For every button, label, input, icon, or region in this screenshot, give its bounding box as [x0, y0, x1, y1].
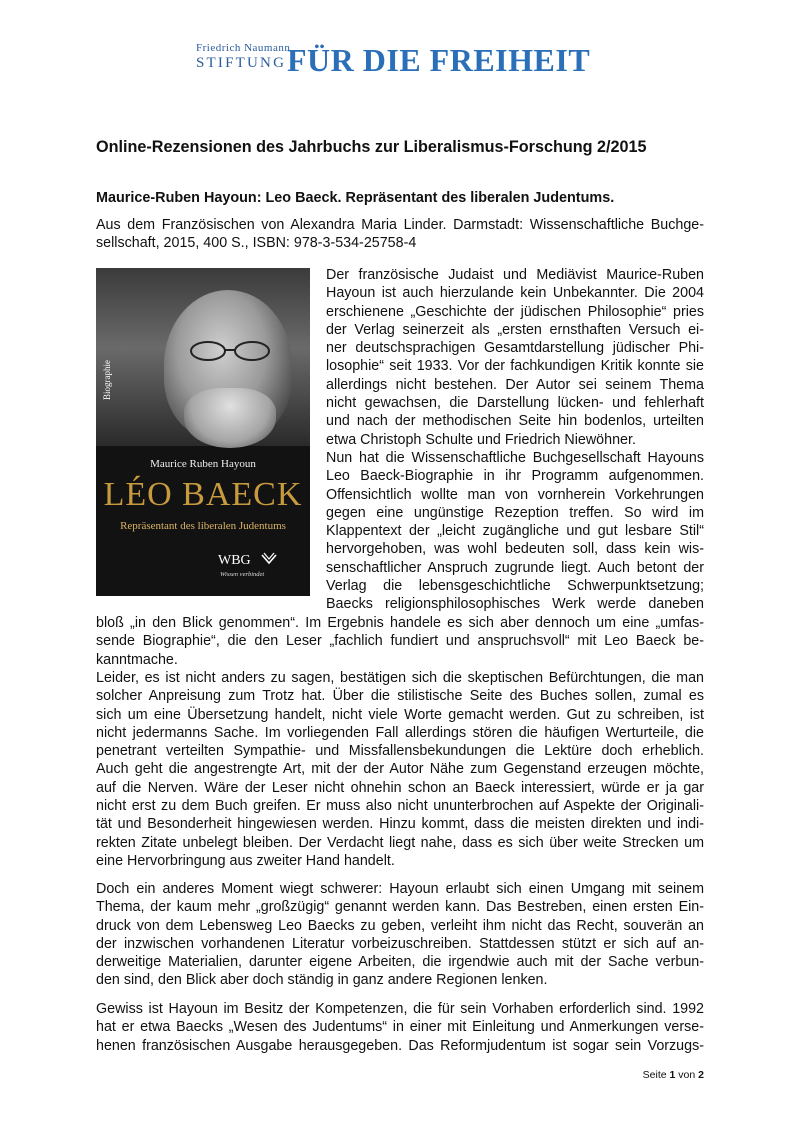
text-line: nicht gewachsen, die Darstellung lücken- und fehlerhaft: [326, 395, 704, 412]
logo-slogan: FÜR DIE FREIHEIT: [287, 42, 591, 78]
text-line: ner deutschsprachigen Gesamtdarstellung jüdischer Phi-: [326, 340, 704, 357]
biblio-line: sellschaft, 2015, 400 S., ISBN: 978-3-534-25758-4: [96, 235, 417, 252]
publisher-mark-icon: [261, 552, 277, 566]
cover-spine-label: Biographie: [102, 360, 112, 400]
text-line: sende Biographie“, die den Leser „fachlich fundiert und anspruchsvoll“ mit Leo Baeck be-: [96, 633, 704, 650]
text-line: sich um eine Übersetzung handelt, nicht viele Worte gemacht werden. Gut zu schreiben, ist: [96, 706, 704, 723]
text-line: rekten Zitate unbelegt bleiben. Der Verdacht liegt nahe, dass es sich über weite Strecken um: [96, 834, 704, 851]
text-line: Leo Baeck-Biographie in ihr Programm aufgenommen.: [326, 468, 704, 485]
text-line: losophie“ seit 1933. Vor der fachkundigen Kritik konnte sie: [326, 358, 704, 375]
text-line: hat er etwa Baecks „Wesen des Judentums“ in einer mit Einleitung und Anmerkungen verse-: [96, 1019, 704, 1036]
text-line: Gewiss ist Hayoun im Besitz der Kompetenzen, die für sein Vorhaben erforderlich sind. 1992: [96, 1001, 704, 1017]
paragraph-3: [96, 669, 704, 870]
text-line: eine Hervorbringung aus zweiter Hand handelt.: [96, 852, 395, 869]
text-line: derweitige Materialien, darunter eigene Arbeiten, die irgendwie auch mit der Sache verbun-: [96, 954, 704, 971]
paragraph-2-wide: [96, 614, 704, 669]
logo-line-1: Friedrich Naumann: [196, 42, 291, 54]
paragraph-1: [326, 266, 704, 449]
book-cover-image: [96, 268, 310, 596]
document-title: Online-Rezensionen des Jahrbuchs zur Liberalismus-Forschung 2/2015: [96, 138, 647, 156]
logo-line-2: STIFTUNG: [196, 55, 287, 71]
cover-subtitle: Repräsentant des liberalen Judentums: [120, 520, 286, 532]
current-page: 1: [669, 1069, 676, 1081]
portrait-glasses: [186, 340, 276, 362]
text-line: der Verlag seinerzeit als „ersten ernsthaften Versuch ei-: [326, 321, 704, 338]
cover-publisher: WBG: [218, 553, 251, 568]
text-line: allerdings nicht bestehen. Der Autor sei seinem Thema: [326, 376, 704, 393]
cover-author: Maurice Ruben Hayoun: [150, 458, 256, 470]
foundation-logo: [196, 42, 616, 82]
paragraph-4: [96, 880, 704, 990]
page-label: Seite: [642, 1069, 667, 1081]
text-line: senschaftlicher Anspruch zugrunde liegt. Auch betont der: [326, 559, 704, 576]
text-line: tät und Besonderheit hingewiesen werden. Hinzu kommt, dass die meisten direkten und indi-: [96, 816, 704, 833]
text-line: erschienene „Geschichte der jüdischen Philosophie“ pries: [326, 303, 704, 320]
text-line: Nun hat die Wissenschaftliche Buchgesellschaft Hayouns: [326, 450, 704, 466]
text-line: Hayoun ist auch hierzulande kein Unbekannter. Die 2004: [326, 285, 704, 302]
text-line: kanntmache.: [96, 651, 178, 668]
cover-portrait: [96, 268, 310, 446]
bibliographic-info: [96, 216, 704, 253]
biblio-line: Aus dem Französischen von Alexandra Maria Linder. Darmstadt: Wissenschaftliche Buchge-: [96, 217, 704, 233]
text-line: etwa Christoph Schulte und Friedrich Niewöhner.: [326, 431, 636, 448]
text-line: Klappentext der „leicht zugängliche und gut lesbare Stil“: [326, 523, 704, 540]
page-separator: von: [678, 1069, 696, 1081]
text-line: penetrant verteilten Sympathie- und Missfallensbekundungen die Lektüre doch erheblich.: [96, 743, 704, 760]
portrait-beard: [184, 388, 276, 448]
text-line: auf die Nerven. Wäre der Leser nicht ohnehin schon an Baeck interessiert, würde er ja gar: [96, 779, 704, 796]
text-line: bloß „in den Blick genommen“. Im Ergebnis handele es sich aber dennoch um eine „umfas-: [96, 615, 704, 631]
text-line: hervorgehoben, was wohl bedeuten soll, dass kein wis-: [326, 541, 704, 558]
text-line: und nach der methodischen Seite hin bodenlos, urteilten: [326, 413, 704, 430]
text-line: Thema, der kaum mehr „großzügig“ genannt werden kann. Das Bestreben, einen ersten Ein-: [96, 899, 704, 916]
text-line: nicht erst zu dem Buch greifen. Er muss also nicht ununterbrochen auf Aspekte der Originali-: [96, 798, 704, 815]
text-line: Verlag die lebensgeschichtliche Schwerpunktsetzung;: [326, 578, 704, 595]
text-line: Auch geht die angestrengte Art, mit der der Autor Nähe zum Gegenstand erzeugen möchte,: [96, 761, 704, 778]
text-line: nicht jedermanns Sache. Im vorliegenden Fall allerdings stören die häufigen Werturteile, die: [96, 724, 704, 741]
text-line: den sind, den Blick aber doch ständig in ganz andere Regionen lenken.: [96, 972, 548, 989]
logo-foundation-name: [196, 42, 290, 72]
cover-title: LÉO BAECK: [103, 476, 303, 513]
paragraph-2-narrow: [326, 449, 704, 614]
text-line: Offensichtlich wollte man von vornherein Vorkehrungen: [326, 486, 704, 503]
text-line: Der französische Judaist und Mediävist Maurice-Ruben: [326, 267, 704, 283]
cover-publisher-tagline: Wissen verbindet: [220, 571, 265, 578]
text-line: Baecks religionsphilosophisches Werk werde daneben: [326, 596, 704, 613]
paragraph-5: [96, 1000, 704, 1055]
text-line: gegen eine ungünstige Rezeption treffen. So wird im: [326, 504, 704, 521]
text-line: der inzwischen vorhandenen Literatur vorbeizuschreiben. Stattdessen stützt er sich auf an-: [96, 935, 704, 952]
text-line: druck von dem Lebensweg Leo Baecks zu geben, verleiht ihm nicht das Recht, souverän an: [96, 917, 704, 934]
book-title: Maurice-Ruben Hayoun: Leo Baeck. Repräsentant des liberalen Judentums.: [96, 190, 615, 206]
text-line: solcher Anpreisung zum Trotz hat. Über die stilistische Seite des Buches sollen, zumal es: [96, 688, 704, 705]
text-line: Leider, es ist nicht anders zu sagen, bestätigen sich die skeptischen Befürchtungen, die man: [96, 670, 704, 686]
text-line: henen französischen Ausgabe herausgegeben. Das Reformjudentum ist sogar sein Vorzugs-: [96, 1037, 704, 1054]
text-line: Doch ein anderes Moment wiegt schwerer: Hayoun erlaubt sich einen Umgang mit seinem: [96, 881, 704, 897]
page-number: [643, 1069, 704, 1081]
total-pages: 2: [698, 1069, 704, 1081]
